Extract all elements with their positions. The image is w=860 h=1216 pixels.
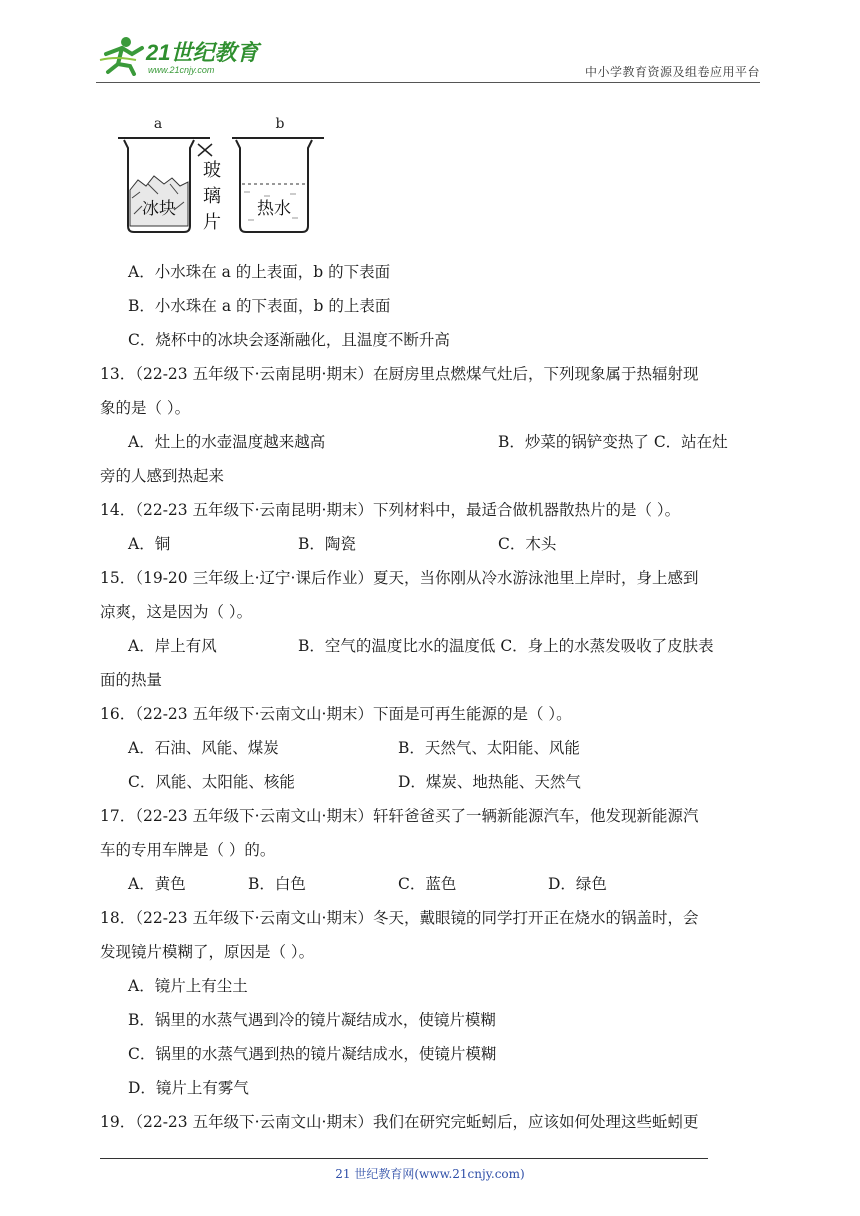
q18-stem-line2: 发现镜片模糊了，原因是（ ）。 [100,943,315,961]
q18-option-d: D．镜片上有雾气 [128,1079,249,1097]
q18-stem-line1: 18．（22-23 五年级下·云南文山·期末）冬天，戴眼镜的同学打开正在烧水的锅盖时，会 [100,909,699,927]
q17-option-a: A．黄色 [128,875,186,893]
ice-label: 冰块 [142,199,176,219]
q14-option-a: A．铜 [128,535,171,553]
q12-option-a: A．小水珠在 a 的上表面，b 的下表面 [128,263,391,281]
q16-option-b: B．天然气、太阳能、风能 [398,739,580,757]
q17-stem-line1: 17．（22-23 五年级下·云南文山·期末）轩轩爸爸买了一辆新能源汽车，他发现新能源汽 [100,807,699,825]
q16-option-c: C．风能、太阳能、核能 [128,773,295,791]
q13-option-c-cont: 旁的人感到热起来 [100,467,225,485]
glass-label-3: 片 [203,212,221,233]
q14-option-b: B．陶瓷 [298,535,356,553]
q17-stem-line2: 车的专用车牌是（ ）的。 [100,841,276,859]
q19-stem-line1: 19．（22-23 五年级下·云南文山·期末）我们在研究完蚯蚓后，应该如何处理这些蚯蚓更 [100,1113,699,1131]
q18-option-a: A．镜片上有尘土 [128,977,248,995]
platform-name: 中小学教育资源及组卷应用平台 [584,65,760,79]
q15-option-bc: B．空气的温度比水的温度低 C．身上的水蒸发吸收了皮肤表 [298,637,714,655]
hot-water-label: 热水 [257,199,291,219]
q17-option-c: C．蓝色 [398,875,457,893]
beaker-figure [114,114,326,242]
q16-stem: 16．（22-23 五年级下·云南文山·期末）下面是可再生能源的是（ ）。 [100,705,572,723]
q16-option-a: A．石油、风能、煤炭 [128,739,279,757]
q17-option-b: B．白色 [248,875,306,893]
svg-text:www.21cnjy.com: www.21cnjy.com [148,65,215,75]
q17-option-d: D．绿色 [548,875,607,893]
q12-option-c: C．烧杯中的冰块会逐渐融化，且温度不断升高 [128,331,450,349]
footer-link[interactable]: 21 世纪教育网(www.21cnjy.com) [335,1167,525,1181]
q14-stem: 14．（22-23 五年级下·云南昆明·期末）下列材料中，最适合做机器散热片的是（ ）。 [100,501,681,519]
q15-option-a: A．岸上有风 [128,637,217,655]
q15-option-c-cont: 面的热量 [100,671,163,689]
q16-option-d: D．煤炭、地热能、天然气 [398,773,581,791]
glass-label-2: 璃 [203,186,221,207]
q13-stem-line2: 象的是（ ）。 [100,399,191,417]
glass-label-1: 玻 [203,160,221,181]
header-divider [96,82,760,83]
label-a: a [153,116,163,132]
label-b: b [275,116,285,132]
q13-option-a: A．灶上的水壶温度越来越高 [128,433,326,451]
footer-divider [100,1158,708,1159]
site-logo [96,34,266,76]
svg-text:21世纪教育: 21世纪教育 [146,40,259,65]
q18-option-c: C．锅里的水蒸气遇到热的镜片凝结成水，使镜片模糊 [128,1045,497,1063]
q15-stem-line2: 凉爽，这是因为（ ）。 [100,603,253,621]
q15-stem-line1: 15．（19-20 三年级上·辽宁·课后作业）夏天，当你刚从冷水游泳池里上岸时，身上感到 [100,569,699,587]
q14-option-c: C．木头 [498,535,557,553]
page-header [96,30,760,80]
q18-option-b: B．锅里的水蒸气遇到冷的镜片凝结成水，使镜片模糊 [128,1011,496,1029]
q13-stem-line1: 13．（22-23 五年级下·云南昆明·期末）在厨房里点燃煤气灶后，下列现象属于热辐射现 [100,365,699,383]
q12-option-b: B．小水珠在 a 的下表面，b 的上表面 [128,297,391,315]
q13-option-bc: B．炒菜的锅铲变热了 C．站在灶 [498,433,728,451]
